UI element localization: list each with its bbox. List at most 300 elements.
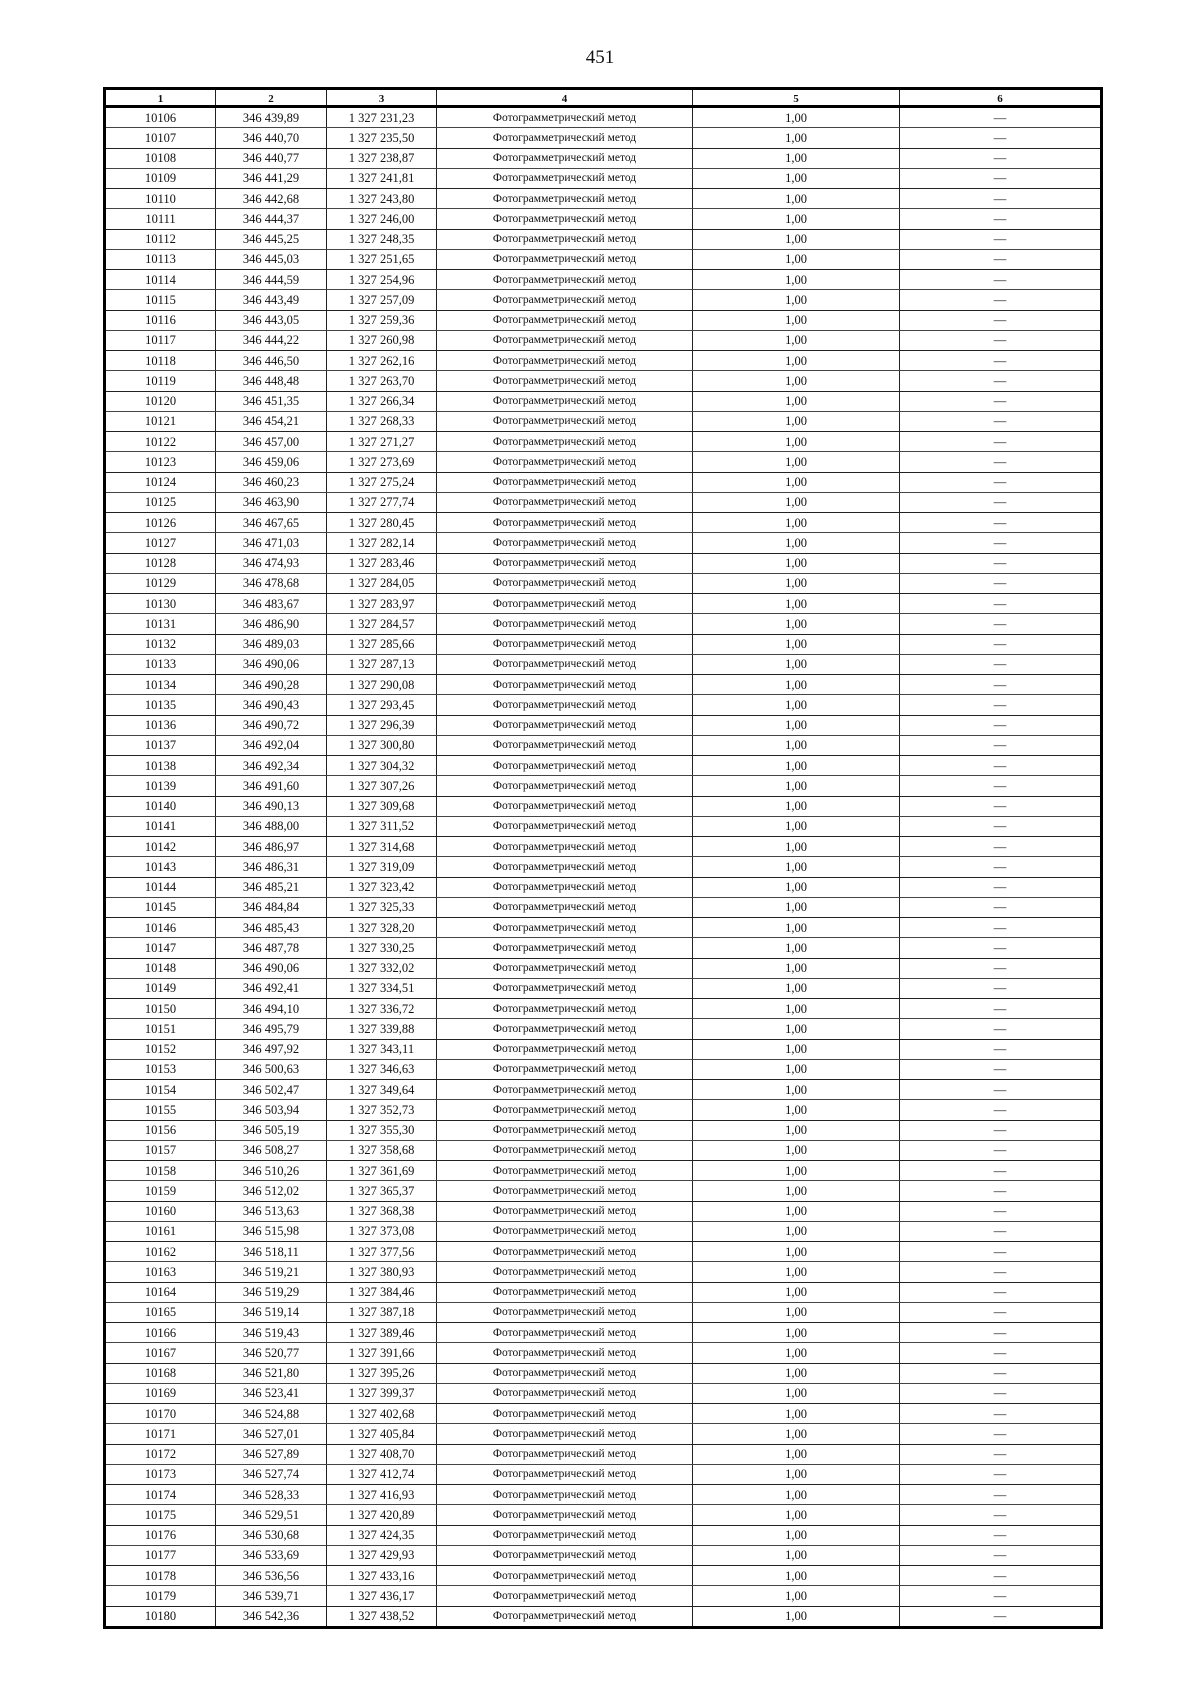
y-coordinate-cell: 1 327 280,45 xyxy=(327,513,437,533)
x-coordinate-cell: 346 484,84 xyxy=(216,897,327,917)
table-row xyxy=(105,735,1102,755)
method-cell: Фотограмметрический метод xyxy=(437,857,693,877)
y-coordinate-cell: 1 327 319,09 xyxy=(327,857,437,877)
x-coordinate-cell: 346 439,89 xyxy=(216,107,327,128)
point-number-cell: 10177 xyxy=(105,1545,216,1565)
dash-cell: — xyxy=(900,897,1102,917)
accuracy-cell: 1,00 xyxy=(693,351,900,371)
x-coordinate-cell: 346 519,29 xyxy=(216,1282,327,1302)
method-cell: Фотограмметрический метод xyxy=(437,1505,693,1525)
point-number-cell: 10129 xyxy=(105,573,216,593)
accuracy-cell: 1,00 xyxy=(693,1485,900,1505)
point-number-cell: 10124 xyxy=(105,472,216,492)
table-row xyxy=(105,938,1102,958)
y-coordinate-cell: 1 327 282,14 xyxy=(327,533,437,553)
x-coordinate-cell: 346 492,04 xyxy=(216,735,327,755)
table-row xyxy=(105,1505,1102,1525)
x-coordinate-cell: 346 542,36 xyxy=(216,1606,327,1627)
table-row xyxy=(105,1161,1102,1181)
method-cell: Фотограмметрический метод xyxy=(437,168,693,188)
table-row xyxy=(105,411,1102,431)
table-row xyxy=(105,492,1102,512)
x-coordinate-cell: 346 490,06 xyxy=(216,654,327,674)
point-number-cell: 10166 xyxy=(105,1323,216,1343)
column-header-1: 1 xyxy=(105,89,216,107)
x-coordinate-cell: 346 448,48 xyxy=(216,371,327,391)
x-coordinate-cell: 346 485,21 xyxy=(216,877,327,897)
y-coordinate-cell: 1 327 262,16 xyxy=(327,351,437,371)
x-coordinate-cell: 346 457,00 xyxy=(216,432,327,452)
dash-cell: — xyxy=(900,594,1102,614)
accuracy-cell: 1,00 xyxy=(693,1140,900,1160)
table-row xyxy=(105,533,1102,553)
table-row xyxy=(105,107,1102,128)
point-number-cell: 10179 xyxy=(105,1586,216,1606)
method-cell: Фотограмметрический метод xyxy=(437,1566,693,1586)
x-coordinate-cell: 346 510,26 xyxy=(216,1161,327,1181)
dash-cell: — xyxy=(900,1201,1102,1221)
method-cell: Фотограмметрический метод xyxy=(437,189,693,209)
dash-cell: — xyxy=(900,310,1102,330)
accuracy-cell: 1,00 xyxy=(693,391,900,411)
method-cell: Фотограмметрический метод xyxy=(437,1545,693,1565)
method-cell: Фотограмметрический метод xyxy=(437,1586,693,1606)
method-cell: Фотограмметрический метод xyxy=(437,533,693,553)
table-row xyxy=(105,452,1102,472)
dash-cell: — xyxy=(900,573,1102,593)
accuracy-cell: 1,00 xyxy=(693,1242,900,1262)
point-number-cell: 10143 xyxy=(105,857,216,877)
accuracy-cell: 1,00 xyxy=(693,411,900,431)
method-cell: Фотограмметрический метод xyxy=(437,978,693,998)
table-row xyxy=(105,1323,1102,1343)
y-coordinate-cell: 1 327 241,81 xyxy=(327,168,437,188)
table-row xyxy=(105,695,1102,715)
dash-cell: — xyxy=(900,1282,1102,1302)
x-coordinate-cell: 346 487,78 xyxy=(216,938,327,958)
table-row xyxy=(105,594,1102,614)
dash-cell: — xyxy=(900,1444,1102,1464)
method-cell: Фотограмметрический метод xyxy=(437,1201,693,1221)
point-number-cell: 10158 xyxy=(105,1161,216,1181)
x-coordinate-cell: 346 474,93 xyxy=(216,553,327,573)
accuracy-cell: 1,00 xyxy=(693,1424,900,1444)
x-coordinate-cell: 346 500,63 xyxy=(216,1059,327,1079)
x-coordinate-cell: 346 536,56 xyxy=(216,1566,327,1586)
y-coordinate-cell: 1 327 235,50 xyxy=(327,128,437,148)
accuracy-cell: 1,00 xyxy=(693,249,900,269)
point-number-cell: 10145 xyxy=(105,897,216,917)
dash-cell: — xyxy=(900,877,1102,897)
x-coordinate-cell: 346 519,43 xyxy=(216,1323,327,1343)
point-number-cell: 10138 xyxy=(105,756,216,776)
dash-cell: — xyxy=(900,472,1102,492)
table-row xyxy=(105,1039,1102,1059)
table-row xyxy=(105,1059,1102,1079)
method-cell: Фотограмметрический метод xyxy=(437,1282,693,1302)
method-cell: Фотограмметрический метод xyxy=(437,1383,693,1403)
x-coordinate-cell: 346 490,28 xyxy=(216,675,327,695)
method-cell: Фотограмметрический метод xyxy=(437,1120,693,1140)
y-coordinate-cell: 1 327 254,96 xyxy=(327,270,437,290)
accuracy-cell: 1,00 xyxy=(693,1181,900,1201)
table-row xyxy=(105,978,1102,998)
accuracy-cell: 1,00 xyxy=(693,735,900,755)
table-row xyxy=(105,1404,1102,1424)
x-coordinate-cell: 346 528,33 xyxy=(216,1485,327,1505)
x-coordinate-cell: 346 440,70 xyxy=(216,128,327,148)
accuracy-cell: 1,00 xyxy=(693,675,900,695)
x-coordinate-cell: 346 486,31 xyxy=(216,857,327,877)
table-row xyxy=(105,371,1102,391)
table-row xyxy=(105,1586,1102,1606)
point-number-cell: 10167 xyxy=(105,1343,216,1363)
y-coordinate-cell: 1 327 368,38 xyxy=(327,1201,437,1221)
y-coordinate-cell: 1 327 429,93 xyxy=(327,1545,437,1565)
accuracy-cell: 1,00 xyxy=(693,290,900,310)
table-row xyxy=(105,897,1102,917)
method-cell: Фотограмметрический метод xyxy=(437,735,693,755)
dash-cell: — xyxy=(900,553,1102,573)
method-cell: Фотограмметрический метод xyxy=(437,290,693,310)
x-coordinate-cell: 346 520,77 xyxy=(216,1343,327,1363)
table-row xyxy=(105,310,1102,330)
point-number-cell: 10175 xyxy=(105,1505,216,1525)
point-number-cell: 10152 xyxy=(105,1039,216,1059)
table-row xyxy=(105,472,1102,492)
accuracy-cell: 1,00 xyxy=(693,1282,900,1302)
point-number-cell: 10149 xyxy=(105,978,216,998)
point-number-cell: 10135 xyxy=(105,695,216,715)
point-number-cell: 10107 xyxy=(105,128,216,148)
method-cell: Фотограмметрический метод xyxy=(437,492,693,512)
table-row xyxy=(105,1019,1102,1039)
table-row xyxy=(105,1080,1102,1100)
point-number-cell: 10123 xyxy=(105,452,216,472)
y-coordinate-cell: 1 327 405,84 xyxy=(327,1424,437,1444)
point-number-cell: 10120 xyxy=(105,391,216,411)
accuracy-cell: 1,00 xyxy=(693,1566,900,1586)
method-cell: Фотограмметрический метод xyxy=(437,1140,693,1160)
dash-cell: — xyxy=(900,1302,1102,1322)
y-coordinate-cell: 1 327 266,34 xyxy=(327,391,437,411)
x-coordinate-cell: 346 459,06 xyxy=(216,452,327,472)
table-row xyxy=(105,270,1102,290)
x-coordinate-cell: 346 518,11 xyxy=(216,1242,327,1262)
x-coordinate-cell: 346 490,72 xyxy=(216,715,327,735)
x-coordinate-cell: 346 533,69 xyxy=(216,1545,327,1565)
method-cell: Фотограмметрический метод xyxy=(437,1464,693,1484)
point-number-cell: 10165 xyxy=(105,1302,216,1322)
y-coordinate-cell: 1 327 387,18 xyxy=(327,1302,437,1322)
dash-cell: — xyxy=(900,1383,1102,1403)
y-coordinate-cell: 1 327 332,02 xyxy=(327,958,437,978)
accuracy-cell: 1,00 xyxy=(693,513,900,533)
y-coordinate-cell: 1 327 358,68 xyxy=(327,1140,437,1160)
y-coordinate-cell: 1 327 268,33 xyxy=(327,411,437,431)
point-number-cell: 10154 xyxy=(105,1080,216,1100)
table-row xyxy=(105,958,1102,978)
y-coordinate-cell: 1 327 349,64 xyxy=(327,1080,437,1100)
accuracy-cell: 1,00 xyxy=(693,614,900,634)
point-number-cell: 10128 xyxy=(105,553,216,573)
x-coordinate-cell: 346 524,88 xyxy=(216,1404,327,1424)
method-cell: Фотограмметрический метод xyxy=(437,371,693,391)
method-cell: Фотограмметрический метод xyxy=(437,1525,693,1545)
table-row xyxy=(105,756,1102,776)
dash-cell: — xyxy=(900,492,1102,512)
y-coordinate-cell: 1 327 307,26 xyxy=(327,776,437,796)
dash-cell: — xyxy=(900,1485,1102,1505)
table-row xyxy=(105,209,1102,229)
table-row xyxy=(105,776,1102,796)
accuracy-cell: 1,00 xyxy=(693,1606,900,1627)
method-cell: Фотограмметрический метод xyxy=(437,1444,693,1464)
point-number-cell: 10113 xyxy=(105,249,216,269)
point-number-cell: 10108 xyxy=(105,148,216,168)
method-cell: Фотограмметрический метод xyxy=(437,411,693,431)
dash-cell: — xyxy=(900,1545,1102,1565)
table-row xyxy=(105,715,1102,735)
table-row xyxy=(105,1424,1102,1444)
dash-cell: — xyxy=(900,857,1102,877)
accuracy-cell: 1,00 xyxy=(693,877,900,897)
y-coordinate-cell: 1 327 438,52 xyxy=(327,1606,437,1627)
y-coordinate-cell: 1 327 243,80 xyxy=(327,189,437,209)
accuracy-cell: 1,00 xyxy=(693,654,900,674)
dash-cell: — xyxy=(900,1586,1102,1606)
method-cell: Фотограмметрический метод xyxy=(437,148,693,168)
x-coordinate-cell: 346 489,03 xyxy=(216,634,327,654)
accuracy-cell: 1,00 xyxy=(693,1100,900,1120)
dash-cell: — xyxy=(900,675,1102,695)
dash-cell: — xyxy=(900,796,1102,816)
accuracy-cell: 1,00 xyxy=(693,695,900,715)
accuracy-cell: 1,00 xyxy=(693,999,900,1019)
method-cell: Фотограмметрический метод xyxy=(437,351,693,371)
method-cell: Фотограмметрический метод xyxy=(437,553,693,573)
y-coordinate-cell: 1 327 248,35 xyxy=(327,229,437,249)
point-number-cell: 10115 xyxy=(105,290,216,310)
y-coordinate-cell: 1 327 284,05 xyxy=(327,573,437,593)
dash-cell: — xyxy=(900,168,1102,188)
dash-cell: — xyxy=(900,1140,1102,1160)
accuracy-cell: 1,00 xyxy=(693,796,900,816)
accuracy-cell: 1,00 xyxy=(693,533,900,553)
point-number-cell: 10148 xyxy=(105,958,216,978)
point-number-cell: 10161 xyxy=(105,1221,216,1241)
accuracy-cell: 1,00 xyxy=(693,553,900,573)
point-number-cell: 10136 xyxy=(105,715,216,735)
dash-cell: — xyxy=(900,1464,1102,1484)
point-number-cell: 10159 xyxy=(105,1181,216,1201)
y-coordinate-cell: 1 327 275,24 xyxy=(327,472,437,492)
accuracy-cell: 1,00 xyxy=(693,1039,900,1059)
y-coordinate-cell: 1 327 424,35 xyxy=(327,1525,437,1545)
point-number-cell: 10169 xyxy=(105,1383,216,1403)
table-row xyxy=(105,999,1102,1019)
point-number-cell: 10162 xyxy=(105,1242,216,1262)
x-coordinate-cell: 346 446,50 xyxy=(216,351,327,371)
point-number-cell: 10168 xyxy=(105,1363,216,1383)
x-coordinate-cell: 346 495,79 xyxy=(216,1019,327,1039)
y-coordinate-cell: 1 327 436,17 xyxy=(327,1586,437,1606)
method-cell: Фотограмметрический метод xyxy=(437,1181,693,1201)
x-coordinate-cell: 346 512,02 xyxy=(216,1181,327,1201)
y-coordinate-cell: 1 327 408,70 xyxy=(327,1444,437,1464)
y-coordinate-cell: 1 327 334,51 xyxy=(327,978,437,998)
accuracy-cell: 1,00 xyxy=(693,1080,900,1100)
point-number-cell: 10156 xyxy=(105,1120,216,1140)
header-row xyxy=(105,89,1102,107)
table-row xyxy=(105,513,1102,533)
y-coordinate-cell: 1 327 296,39 xyxy=(327,715,437,735)
method-cell: Фотограмметрический метод xyxy=(437,310,693,330)
accuracy-cell: 1,00 xyxy=(693,1221,900,1241)
method-cell: Фотограмметрический метод xyxy=(437,837,693,857)
method-cell: Фотограмметрический метод xyxy=(437,776,693,796)
x-coordinate-cell: 346 444,22 xyxy=(216,330,327,350)
point-number-cell: 10118 xyxy=(105,351,216,371)
dash-cell: — xyxy=(900,938,1102,958)
x-coordinate-cell: 346 467,65 xyxy=(216,513,327,533)
point-number-cell: 10171 xyxy=(105,1424,216,1444)
x-coordinate-cell: 346 444,59 xyxy=(216,270,327,290)
column-header-6: 6 xyxy=(900,89,1102,107)
dash-cell: — xyxy=(900,391,1102,411)
table-row xyxy=(105,1566,1102,1586)
table-row xyxy=(105,330,1102,350)
accuracy-cell: 1,00 xyxy=(693,1404,900,1424)
dash-cell: — xyxy=(900,128,1102,148)
dash-cell: — xyxy=(900,432,1102,452)
y-coordinate-cell: 1 327 412,74 xyxy=(327,1464,437,1484)
y-coordinate-cell: 1 327 251,65 xyxy=(327,249,437,269)
x-coordinate-cell: 346 521,80 xyxy=(216,1363,327,1383)
table-row xyxy=(105,1221,1102,1241)
table-row xyxy=(105,1120,1102,1140)
table-row xyxy=(105,816,1102,836)
y-coordinate-cell: 1 327 285,66 xyxy=(327,634,437,654)
y-coordinate-cell: 1 327 259,36 xyxy=(327,310,437,330)
y-coordinate-cell: 1 327 283,97 xyxy=(327,594,437,614)
method-cell: Фотограмметрический метод xyxy=(437,1424,693,1444)
dash-cell: — xyxy=(900,634,1102,654)
y-coordinate-cell: 1 327 263,70 xyxy=(327,371,437,391)
x-coordinate-cell: 346 442,68 xyxy=(216,189,327,209)
y-coordinate-cell: 1 327 391,66 xyxy=(327,1343,437,1363)
dash-cell: — xyxy=(900,776,1102,796)
point-number-cell: 10106 xyxy=(105,107,216,128)
x-coordinate-cell: 346 486,97 xyxy=(216,837,327,857)
method-cell: Фотограмметрический метод xyxy=(437,432,693,452)
y-coordinate-cell: 1 327 309,68 xyxy=(327,796,437,816)
y-coordinate-cell: 1 327 238,87 xyxy=(327,148,437,168)
point-number-cell: 10137 xyxy=(105,735,216,755)
accuracy-cell: 1,00 xyxy=(693,1201,900,1221)
method-cell: Фотограмметрический метод xyxy=(437,796,693,816)
y-coordinate-cell: 1 327 277,74 xyxy=(327,492,437,512)
point-number-cell: 10172 xyxy=(105,1444,216,1464)
x-coordinate-cell: 346 443,49 xyxy=(216,290,327,310)
point-number-cell: 10174 xyxy=(105,1485,216,1505)
accuracy-cell: 1,00 xyxy=(693,958,900,978)
column-header-2: 2 xyxy=(216,89,327,107)
accuracy-cell: 1,00 xyxy=(693,128,900,148)
method-cell: Фотограмметрический метод xyxy=(437,1059,693,1079)
dash-cell: — xyxy=(900,107,1102,128)
table-row xyxy=(105,1140,1102,1160)
y-coordinate-cell: 1 327 395,26 xyxy=(327,1363,437,1383)
method-cell: Фотограмметрический метод xyxy=(437,1242,693,1262)
y-coordinate-cell: 1 327 373,08 xyxy=(327,1221,437,1241)
method-cell: Фотограмметрический метод xyxy=(437,513,693,533)
method-cell: Фотограмметрический метод xyxy=(437,1302,693,1322)
method-cell: Фотограмметрический метод xyxy=(437,249,693,269)
dash-cell: — xyxy=(900,1343,1102,1363)
point-number-cell: 10164 xyxy=(105,1282,216,1302)
y-coordinate-cell: 1 327 257,09 xyxy=(327,290,437,310)
column-header-5: 5 xyxy=(693,89,900,107)
y-coordinate-cell: 1 327 246,00 xyxy=(327,209,437,229)
point-number-cell: 10134 xyxy=(105,675,216,695)
accuracy-cell: 1,00 xyxy=(693,1586,900,1606)
method-cell: Фотограмметрический метод xyxy=(437,654,693,674)
y-coordinate-cell: 1 327 283,46 xyxy=(327,553,437,573)
y-coordinate-cell: 1 327 355,30 xyxy=(327,1120,437,1140)
method-cell: Фотограмметрический метод xyxy=(437,1404,693,1424)
method-cell: Фотограмметрический метод xyxy=(437,816,693,836)
y-coordinate-cell: 1 327 293,45 xyxy=(327,695,437,715)
accuracy-cell: 1,00 xyxy=(693,371,900,391)
dash-cell: — xyxy=(900,958,1102,978)
dash-cell: — xyxy=(900,1424,1102,1444)
x-coordinate-cell: 346 478,68 xyxy=(216,573,327,593)
accuracy-cell: 1,00 xyxy=(693,310,900,330)
accuracy-cell: 1,00 xyxy=(693,229,900,249)
method-cell: Фотограмметрический метод xyxy=(437,958,693,978)
accuracy-cell: 1,00 xyxy=(693,1505,900,1525)
point-number-cell: 10122 xyxy=(105,432,216,452)
dash-cell: — xyxy=(900,1525,1102,1545)
dash-cell: — xyxy=(900,371,1102,391)
dash-cell: — xyxy=(900,249,1102,269)
accuracy-cell: 1,00 xyxy=(693,837,900,857)
method-cell: Фотограмметрический метод xyxy=(437,918,693,938)
point-number-cell: 10131 xyxy=(105,614,216,634)
method-cell: Фотограмметрический метод xyxy=(437,715,693,735)
y-coordinate-cell: 1 327 380,93 xyxy=(327,1262,437,1282)
accuracy-cell: 1,00 xyxy=(693,432,900,452)
point-number-cell: 10144 xyxy=(105,877,216,897)
accuracy-cell: 1,00 xyxy=(693,594,900,614)
table-row xyxy=(105,553,1102,573)
y-coordinate-cell: 1 327 311,52 xyxy=(327,816,437,836)
dash-cell: — xyxy=(900,1566,1102,1586)
dash-cell: — xyxy=(900,999,1102,1019)
y-coordinate-cell: 1 327 339,88 xyxy=(327,1019,437,1039)
dash-cell: — xyxy=(900,351,1102,371)
x-coordinate-cell: 346 530,68 xyxy=(216,1525,327,1545)
dash-cell: — xyxy=(900,735,1102,755)
point-number-cell: 10160 xyxy=(105,1201,216,1221)
dash-cell: — xyxy=(900,1019,1102,1039)
dash-cell: — xyxy=(900,1606,1102,1627)
dash-cell: — xyxy=(900,918,1102,938)
y-coordinate-cell: 1 327 365,37 xyxy=(327,1181,437,1201)
method-cell: Фотограмметрический метод xyxy=(437,1161,693,1181)
point-number-cell: 10150 xyxy=(105,999,216,1019)
